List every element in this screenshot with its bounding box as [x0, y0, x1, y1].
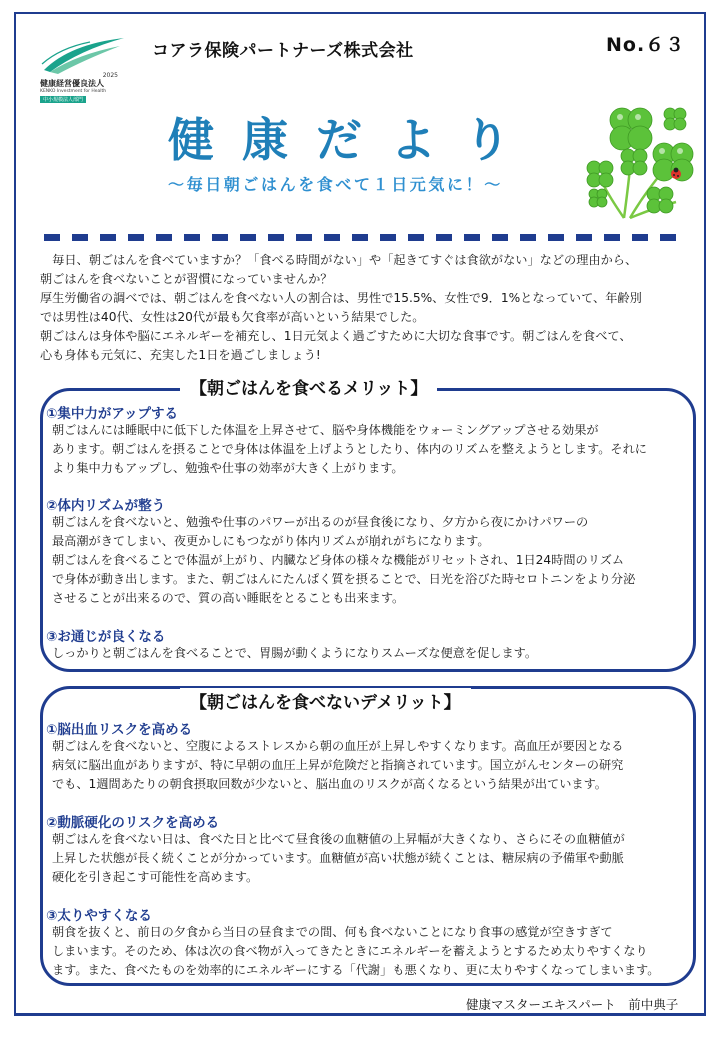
logo-swoosh-icon	[40, 34, 126, 76]
demerit-body: 朝食を抜くと、前日の夕食から当日の昼食までの間、何も食べないことになり食事の感覚が空きすぎて しまいます。そのため、体は次の食べ物が入ってきたときにエネルギーを蓄えようとするため太りやすくなり ます。また、食べたものを効率的にエネルギーにする「代謝」も悪くなり、更に太りやすくなってしまいます。	[52, 925, 660, 977]
clover-icon	[584, 98, 700, 226]
merit-heading: ③お通じが良くなる	[46, 629, 166, 645]
health-management-logo	[40, 34, 126, 106]
company-name: コアラ保険パートナーズ株式会社	[152, 41, 414, 61]
merit-heading: ②体内リズムが整う	[46, 498, 166, 514]
author-signature: 健康マスターエキスパート 前中典子	[466, 997, 679, 1012]
demerit-heading: ②動脈硬化のリスクを高める	[46, 815, 220, 831]
intro-text: 毎日、朝ごはんを食べていますか？「食べる時間がない」や「起きてすぐは食欲がない」などの理由から、 朝ごはんを食べないことが習慣になっていませんか？ 厚生労働省の調べでは、朝ごはんを食べない人の割合は、男性で15.5%、女性で9．1%となっていて、年齢別 では男性は40代、女性は20代が最も欠食率が高いという結果でした。 朝ごはんは身体や脳にエネルギーを補充し、1日元気よく過ごすために大切な食事です。朝ごはんを食べて、 心も身体も元気に、充実した1日を過ごしましょう!	[40, 253, 642, 362]
demerit-body: 朝ごはんを食べないと、空腹によるストレスから朝の血圧が上昇しやすくなります。高血圧が要因となる 病気に脳出血がありますが、特に早朝の血圧上昇が危険だと指摘されています。国立がんセンターの研究 でも、1週間あたりの朝食摂取回数が少ないと、脳出血のリスクが高くなるという結果が出ています。	[52, 739, 624, 791]
merit-body: 朝ごはんを食べないと、勉強や仕事のパワーが出るのが昼食後になり、夕方から夜にかけパワーの 最高潮がきてしまい、夜更かしにもつながり体内リズムが崩れがちになります。 朝ごはんを食べることで体温が上がり、内臓など身体の様々な機能がリセットされ、1日24時間のリズム で身体が動き出します。また、朝ごはんにたんぱく質を摂ることで、日光を浴びた時セロトニンをより分泌 させることが出来るので、質の高い睡眠をとることも出来ます。	[52, 515, 636, 605]
demerit-heading: ③太りやすくなる	[46, 908, 152, 924]
merits-title: 【朝ごはんを食べるメリット】	[180, 374, 437, 399]
demerit-heading: ①脳出血リスクを高める	[46, 722, 193, 738]
demerit-body: 朝ごはんを食べない日は、食べた日と比べて昼食後の血糖値の上昇幅が大きくなり、さらにその血糖値が 上昇した状態が長く続くことが分かっています。血糖値が高い状態が続くことは、糖尿病の予備軍や動脈 硬化を引き起こす可能性を高めます。	[52, 832, 625, 884]
merit-body: 朝ごはんには睡眠中に低下した体温を上昇させて、脳や身体機能をウォーミングアップさせる効果が あります。朝ごはんを摂ることで身体は体温を上げようとしたり、体内のリズムを整えようとします。それに より集中力もアップし、勉強や仕事の効率が大きく上がります。	[52, 423, 647, 475]
logo-subtitle: KENKO Investment for Health	[40, 89, 107, 94]
merit-body: しっかりと朝ごはんを食べることで、胃腸が動くようになりスムーズな便意を促します。	[52, 646, 538, 660]
logo-name: 健康経営優良法人	[40, 79, 104, 88]
page-title: 健康だより	[168, 113, 538, 167]
merit-heading: ①集中力がアップする	[46, 406, 178, 422]
demerits-title: 【朝ごはんを食べないデメリット】	[180, 688, 471, 713]
logo-year: 2025	[102, 72, 118, 79]
page-subtitle: 〜毎日朝ごはんを食べて１日元気に！〜	[168, 175, 503, 194]
section-divider	[44, 234, 680, 241]
logo-badge: 中小規模法人部門	[40, 96, 86, 103]
issue-number: No.６３	[606, 34, 686, 56]
